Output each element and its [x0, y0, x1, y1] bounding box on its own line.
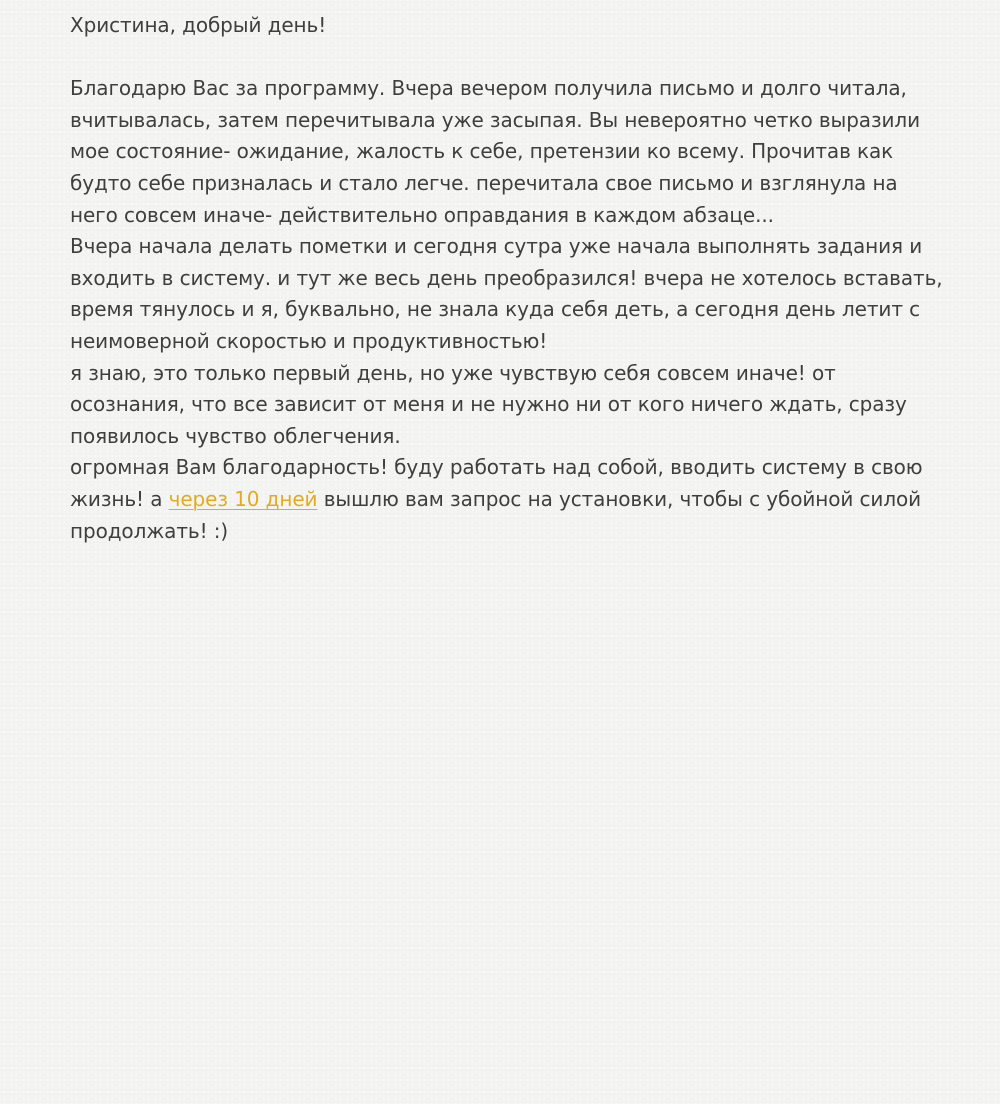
text-line-4: будто себе призналась и стало легче. перечитала свое письмо и взглянула на	[70, 170, 898, 195]
text-line-1: Благодарю Вас за программу. Вчера вечером получила письмо и долго читала,	[70, 76, 907, 101]
closing-line: продолжать! :)	[70, 518, 229, 543]
text-line-2: вчитывалась, затем перечитывала уже засыпая. Вы невероятно четко выразили	[70, 107, 920, 132]
text-line-13: огромная Вам благодарность! буду работать над собой, вводить систему в свою	[70, 455, 923, 480]
text-line-9: неимоверной скоростью и продуктивностью!	[70, 328, 548, 353]
text-line-5: него совсем иначе- действительно оправдания в каждом абзаце...	[70, 202, 774, 227]
date-link[interactable]: через 10 дней	[168, 486, 318, 511]
link-line-prefix: жизнь! а	[70, 486, 169, 511]
text-line-10: я знаю, это только первый день, но уже чувствую себя совсем иначе! от	[70, 360, 836, 385]
text-line-14	[70, 484, 950, 516]
text-line-6: Вчера начала делать пометки и сегодня сутра уже начала выполнять задания и	[70, 234, 923, 259]
note-body[interactable]	[70, 10, 950, 547]
text-line-11: осознания, что все зависит от меня и не нужно ни от кого ничего ждать, сразу	[70, 392, 907, 417]
blank-line	[70, 42, 950, 74]
link-line-suffix: вышлю вам запрос на установки, чтобы с убойной силой	[317, 486, 922, 511]
text-line-3: мое состояние- ожидание, жалость к себе, претензии ко всему. Прочитав как	[70, 139, 894, 164]
greeting: Христина, добрый день!	[70, 13, 327, 37]
text-line-12: появилось чувство облегчения.	[70, 423, 401, 448]
text-line-8: время тянулось и я, буквально, не знала куда себя деть, а сегодня день летит с	[70, 297, 921, 322]
text-line-7: входить в систему. и тут же весь день преобразился! вчера не хотелось вставать,	[70, 265, 943, 290]
